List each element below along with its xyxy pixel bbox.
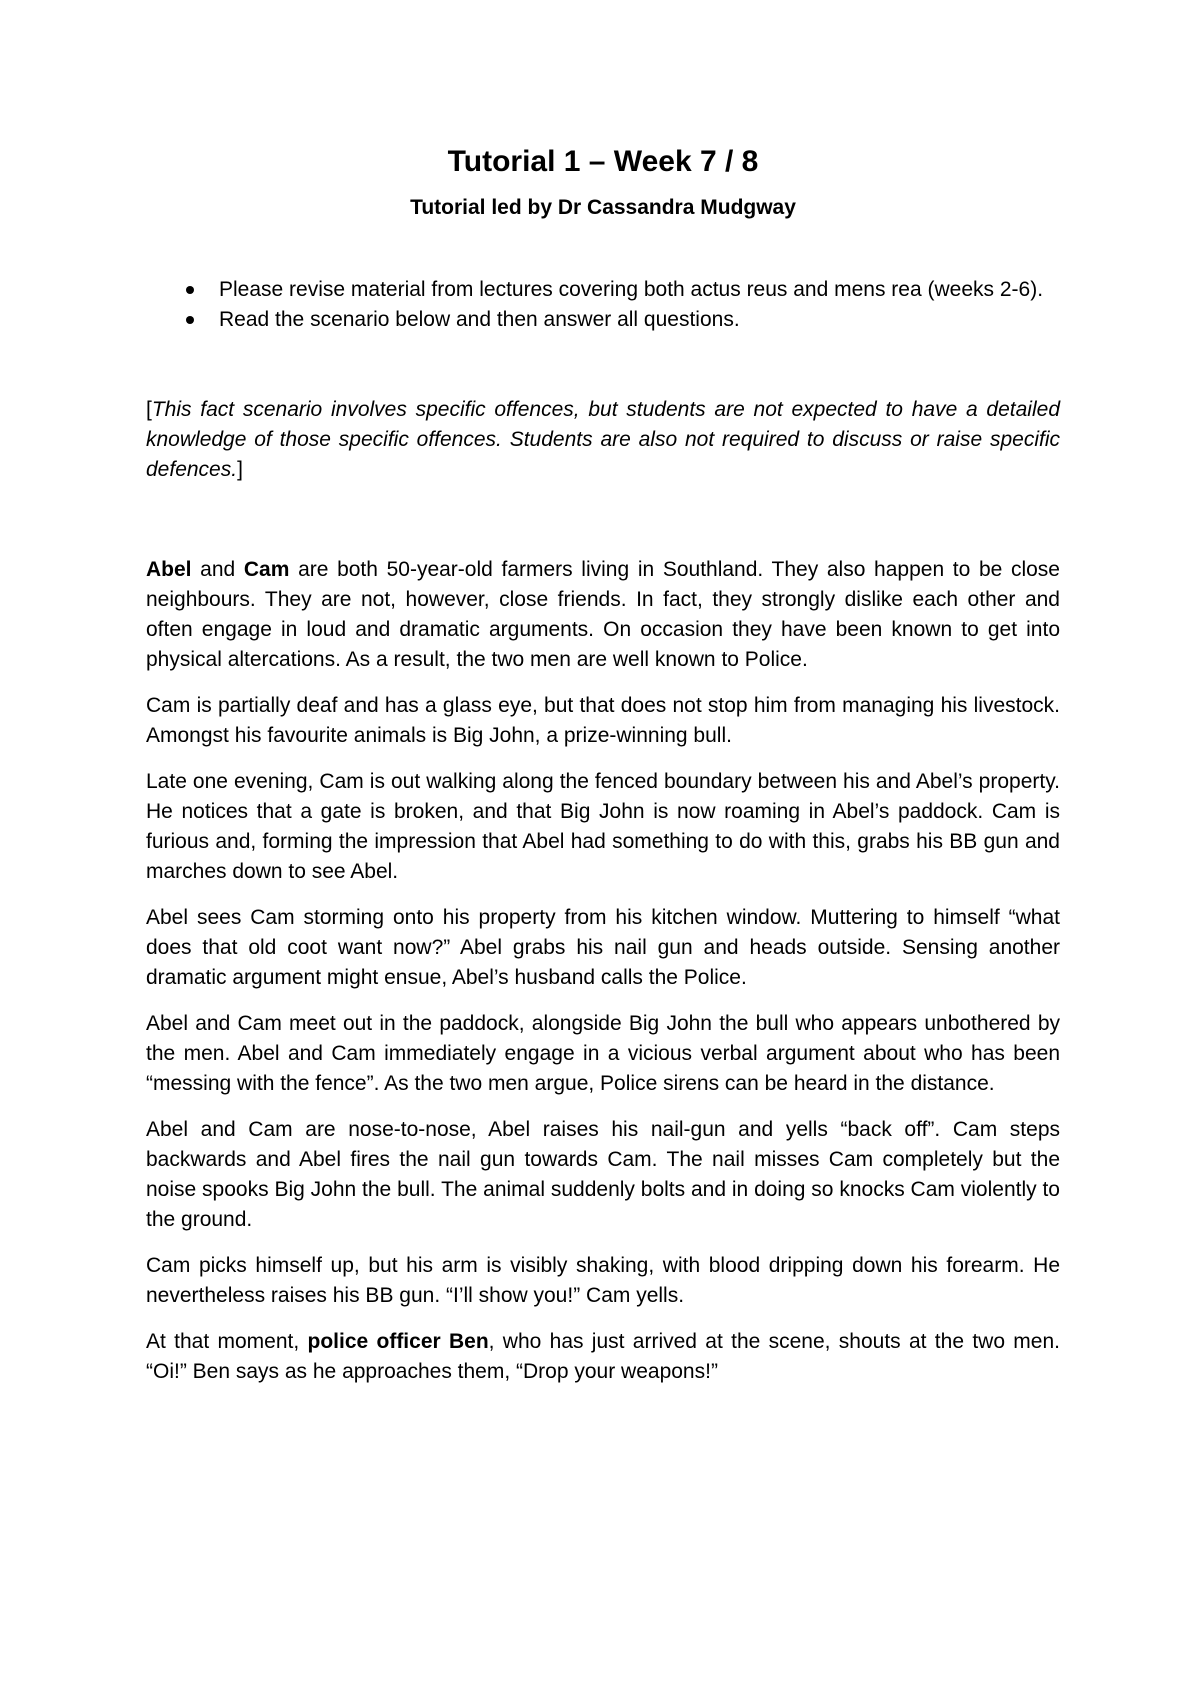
scenario-paragraph-1 [146,555,1060,675]
scenario-paragraph-2: Cam is partially deaf and has a glass eye, but that does not stop him from managing his livestock. Amongst his favourite animals is Big John, a prize-winning bull. [146,694,1060,747]
scenario-paragraph-5: Abel and Cam meet out in the paddock, alongside Big John the bull who appears unbothered by the men. Abel and Cam immediately engage in a vicious verbal argument about who has been “messing with the fence”. As the two men argue, Police sirens can be heard in the distance. [146,1012,1060,1095]
document-subtitle: Tutorial led by Dr Cassandra Mudgway [410,196,796,219]
name-cam: Cam [243,558,290,581]
note-text: This fact scenario involves specific offences, but students are not expected to have a detailed knowledge of those specific offences. Students are also not required to discuss or raise specific defences. [146,398,1060,481]
list-item-text: Please revise material from lectures covering both actus reus and mens rea (weeks 2-6). [219,278,1044,301]
document-title: Tutorial 1 – Week 7 / 8 [447,145,759,178]
paragraph-text: , who has just arrived at the scene, shouts at the two men. “Oi!” Ben says as he approaches them, “Drop your weapons!” [146,1330,1060,1383]
instructions-list [146,275,1060,335]
scenario-paragraph-4: Abel sees Cam storming onto his property from his kitchen window. Muttering to himself “what does that old coot want now?” Abel grabs his nail gun and heads outside. Sensing another dramatic argument might ensue, Abel’s husband calls the Police. [146,906,1060,989]
list-item-text: Read the scenario below and then answer all questions. [219,308,740,331]
paragraph-text: are both 50-year-old farmers living in Southland. They also happen to be close neighbours. They are not, however, close friends. In fact, they strongly dislike each other and often engage in loud and dramatic arguments. On occasion they have been known to get into physical altercations. As a result, the two men are well known to Police. [146,558,1060,671]
note-open-bracket: [ [146,398,152,421]
scenario-paragraph-8 [146,1327,1060,1387]
list-item [146,275,1060,305]
bullet-icon [186,286,194,294]
conjunction: and [191,558,244,581]
scenario-paragraph-3: Late one evening, Cam is out walking along the fenced boundary between his and Abel’s property. He notices that a gate is broken, and that Big John is now roaming in Abel’s paddock. Cam is furious and, forming the impression that Abel had something to do with this, grabs his BB gun and marches down to see Abel. [146,770,1060,883]
bullet-icon [186,316,194,324]
scenario-paragraph-7: Cam picks himself up, but his arm is visibly shaking, with blood dripping down his forearm. He nevertheless raises his BB gun. “I’ll show you!” Cam yells. [146,1254,1060,1307]
name-abel: Abel [146,558,192,581]
list-item [146,305,1060,335]
note-close-bracket: ] [237,458,243,481]
name-officer-ben: police officer Ben [307,1330,489,1353]
scenario-note [146,395,1060,485]
document-page [146,140,1060,1387]
scenario-paragraph-6: Abel and Cam are nose-to-nose, Abel raises his nail-gun and yells “back off”. Cam steps backwards and Abel fires the nail gun towards Cam. The nail misses Cam completely but the noise spooks Big John the bull. The animal suddenly bolts and in doing so knocks Cam violently to the ground. [146,1118,1060,1231]
paragraph-lead: At that moment, [146,1330,308,1353]
